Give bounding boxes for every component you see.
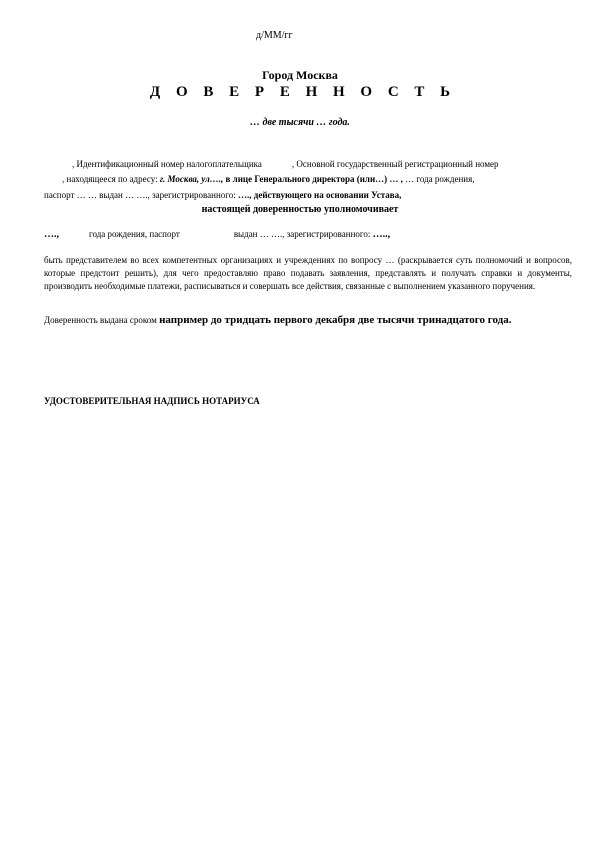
representative-birth: года рождения, паспорт	[89, 229, 180, 239]
birth-year-text: … года рождения,	[402, 174, 475, 184]
director-name: … ,	[387, 174, 403, 184]
passport-text: паспорт … … выдан … …., зарегистрированного:	[44, 190, 239, 200]
representative-address: …..,	[372, 229, 391, 240]
director-text: в лице Генерального директора (или…)	[223, 174, 388, 184]
address-city: г. Москва, ул….,	[159, 174, 224, 184]
inn-label: , Идентификационный номер налогоплательщика	[72, 159, 262, 169]
date-format: д/ММ/гг	[256, 30, 293, 41]
representative-name: ….,	[44, 229, 59, 240]
representative-issued: выдан … …., зарегистрированного:	[233, 229, 373, 239]
notary-label: УДОСТОВЕРИТЕЛЬНАЯ НАДПИСЬ НОТАРИУСА	[44, 396, 260, 406]
taxpayer-line	[72, 159, 499, 169]
ogrn-label: , Основной государственный регистрационный номер	[291, 159, 499, 169]
validity-line	[44, 314, 511, 326]
validity-label: Доверенность выдана сроком	[44, 315, 160, 325]
city-heading: Город Москва	[262, 68, 338, 82]
document-date: … две тысячи … года.	[250, 117, 350, 128]
authorizes-line: настоящей доверенностью уполномочивает	[201, 204, 399, 215]
address-line	[62, 174, 475, 184]
powers-paragraph: быть представителем во всех компетентных организациях и учреждениях по вопросу … (раскрывается суть полномочий и вопросов, которые предстоит решить), для чего предоставляю право подавать заявления, представлять и получать справки и документы, производить необходимые платежи, расписываться и совершать все действия, связанные с выполнением указанного поручения.	[44, 255, 572, 291]
document-title: Д О В Е Р Е Н Н О С Т Ь	[149, 84, 457, 100]
representative-line	[44, 229, 390, 240]
validity-term: например до тридцать первого декабря две тысячи тринадцатого года.	[159, 314, 512, 326]
passport-line	[44, 190, 401, 200]
address-label: , находящееся по адресу:	[62, 174, 160, 184]
charter-text: …., действующего на основании Устава,	[238, 190, 402, 200]
